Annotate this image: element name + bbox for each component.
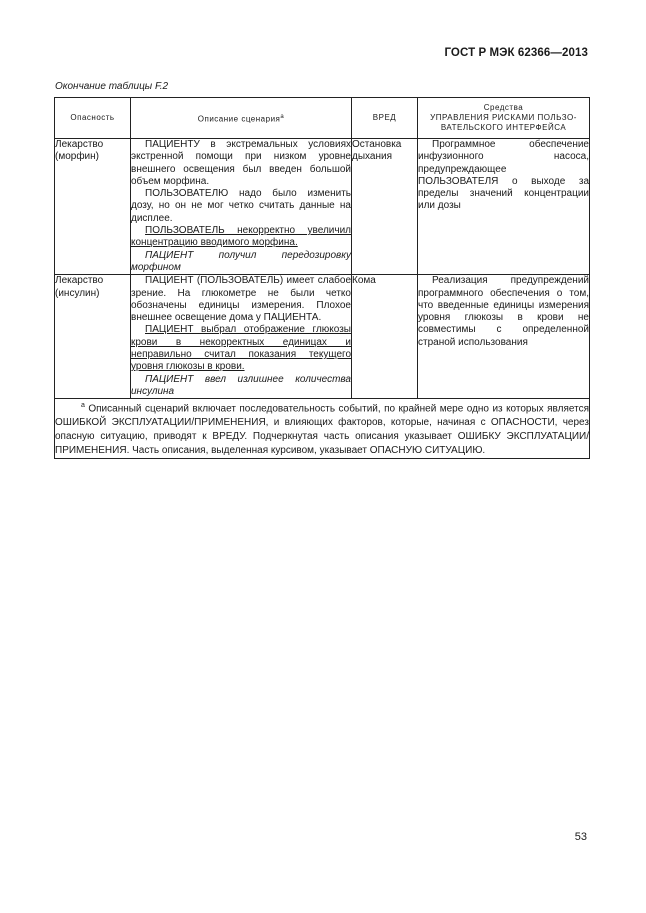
hazardous-situation-text: ПАЦИЕНТ ввел излишнее количества инсулина	[131, 373, 351, 397]
standard-code: ГОСТ Р МЭК 62366—2013	[444, 47, 588, 59]
scenario-cell	[131, 139, 352, 275]
harm-cell: Остановка дыхания	[352, 139, 418, 275]
hazard-cell: Лекарство (инсулин)	[55, 275, 131, 399]
harm-cell: Кома	[352, 275, 418, 399]
table-row	[55, 275, 590, 399]
col-header-hazard: Опасность	[55, 98, 131, 139]
page-number: 53	[574, 831, 587, 843]
control-cell: Реализация предупреждений программного обеспечения о том, что введенные единицы измерения уровня глюкозы в крови не совместимы с определенной страной использования	[418, 275, 590, 399]
scenario-text: ПАЦИЕНТУ в экстремальных условиях экстренной помощи при низком уровне внешнего освещения был введен большой объем морфина.	[131, 139, 351, 187]
table-row	[55, 139, 590, 275]
use-error-text: ПОЛЬЗОВАТЕЛЬ некорректно увеличил концентрацию вводимого морфина.	[131, 225, 351, 249]
use-error-text: ПАЦИЕНТ выбрал отображение глюкозы крови в некорректных единицах и неправильно считал показания текущего уровня глюкозы в крови.	[131, 324, 351, 373]
col-header-scenario: Описание сценария$^a$	[131, 98, 352, 139]
scenario-cell	[131, 275, 352, 399]
col-header-controls: Средства УПРАВЛЕНИЯ РИСКАМИ ПОЛЬЗО- ВАТЕЛЬСКОГО ИНТЕРФЕЙСА	[418, 98, 590, 139]
scenario-text: ПАЦИЕНТ (ПОЛЬЗОВАТЕЛЬ) имеет слабое зрение. На глюкометре не были четко обозначены единицы измерения. Плохое внешнее освещение дома у ПАЦИЕНТА.	[131, 275, 351, 324]
table-footnote: $^a$ Описанный сценарий включает последовательность событий, по крайней мере одно из которых является ОШИБКОЙ ЭКСПЛУАТАЦИИ/ПРИМЕНЕНИЯ, и влияющих факторов, которые, начиная с ОПАСНОСТИ, через опасную ситуацию, приводят к ВРЕДУ. Подчеркнутая часть описания указывает ОШИБКУ ЭКСПЛУАТАЦИИ/ПРИМЕНЕНИЯ. Часть описания, выделенная курсивом, указывает ОПАСНУЮ СИТУАЦИЮ.	[55, 399, 590, 459]
scenario-text: ПОЛЬЗОВАТЕЛЮ надо было изменить дозу, но он не мог четко считать данные на дисплее.	[131, 188, 351, 224]
hazard-cell: Лекарство (морфин)	[55, 139, 131, 275]
table-caption: Окончание таблицы F.2	[55, 81, 169, 92]
table-header-row	[55, 98, 590, 139]
footnote-mark: a	[280, 113, 285, 120]
hazardous-situation-text: ПАЦИЕНТ получил передозировку морфином	[131, 249, 351, 273]
table-note-row	[55, 399, 590, 459]
col-header-harm: ВРЕД	[352, 98, 418, 139]
control-cell: Программное обеспечение инфузионного насоса, предупреждающее ПОЛЬЗОВАТЕЛЯ о выходе за пределы значений концентрации или дозы	[418, 139, 590, 275]
scenario-table	[54, 97, 590, 459]
footnote-mark: a	[81, 402, 85, 410]
